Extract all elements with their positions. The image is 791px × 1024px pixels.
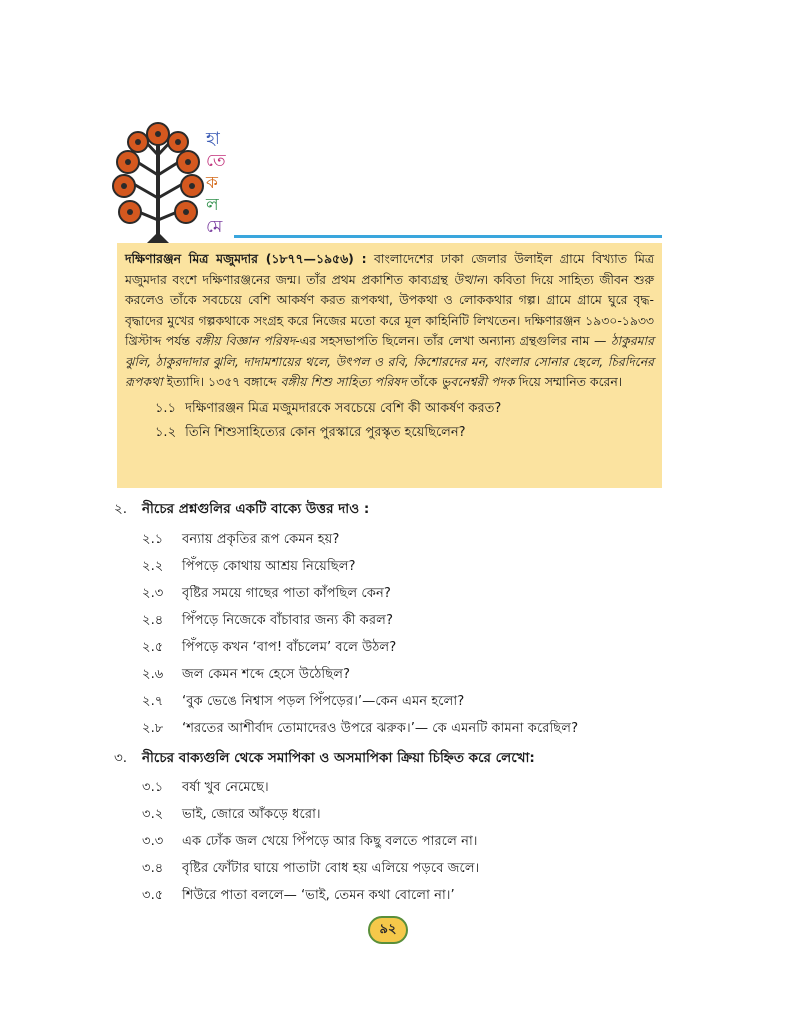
author-info-box	[117, 243, 662, 488]
question-item: ২.২ পিঁপড়ে কোথায় আশ্রয় নিয়েছিল?	[142, 559, 356, 574]
award-name: ভুবনেশ্বরী পদক	[441, 374, 515, 389]
title-char: তে	[206, 151, 226, 171]
book-title: উত্থান	[453, 271, 484, 287]
question-item: ২.৪ পিঁপড়ে নিজেকে বাঁচাবার জন্য কী করল?	[142, 613, 393, 628]
question-item: ১.২ তিনি শিশুসাহিত্যের কোন পুরস্কারে পুরস্কৃত হয়েছিলেন?	[155, 424, 466, 440]
author-name: দক্ষিণারঞ্জন মিত্র মজুমদার (১৮৭৭—১৯৫৬) :	[125, 251, 367, 266]
org-name: বঙ্গীয় বিজ্ঞান পরিষদ	[194, 333, 296, 348]
question-item: ১.১ দক্ষিণারঞ্জন মিত্র মজুমদারকে সবচেয়ে বেশি কী আকর্ষণ করত?	[155, 400, 502, 416]
book-list: ঠাকুরমার ঝুলি, ঠাকুরদাদার ঝুলি, দাদামশায়ের থলে, উৎপল ও রবি, কিশোরদের মন, বাংলার সোনার ছেলে, চিরদিনের রূপকথা	[125, 333, 654, 389]
section-heading: নীচের বাক্যগুলি থেকে সমাপিকা ও অসমাপিকা ক্রিয়া চিহ্নিত করে লেখো:	[142, 750, 535, 766]
info-questions	[125, 397, 654, 445]
author-bio: দক্ষিণারঞ্জন মিত্র মজুমদার (১৮৭৭—১৯৫৬) : বাংলাদেশের ঢাকা জেলার উলাইল গ্রামে বিখ্যাত মিত্র মজুমদার বংশে দক্ষিণারঞ্জনের জন্ম। তাঁর প্রথম প্রকাশিত কাব্যগ্রন্থ উত্থান। কবিতা দিয়ে সাহিত্য জীবন শুরু করলেও তাঁকে সবচেয়ে বেশি আকর্ষণ করত রূপকথা, উপকথা ও লোককথার গল্প। গ্রামে গ্রামে ঘুরে বৃদ্ধ-বৃদ্ধাদের মুখের গল্পকথাকে সংগ্রহ করে নিজের মতো করে মূল কাহিনিটি লিখতেন। দক্ষিণারঞ্জন ১৯৩০-১৯৩৩ খ্রিস্টাব্দ পর্যন্ত বঙ্গীয় বিজ্ঞান পরিষদ-এর সহসভাপতি ছিলেন। তাঁর লেখা অন্যান্য গ্রন্থগুলির নাম — ঠাকুরমার ঝুলি, ঠাকুরদাদার ঝুলি, দাদামশায়ের থলে, উৎপল ও রবি, কিশোরদের মন, বাংলার সোনার ছেলে, চিরদিনের রূপকথা ইত্যাদি। ১৩৫৭ বঙ্গাব্দে বঙ্গীয় শিশু সাহিত্য পরিষদ তাঁকে ভুবনেশ্বরী পদক দিয়ে সম্মানিত করেন।	[125, 251, 654, 389]
question-item: ৩.২ ভাই, জোরে আঁকড়ে ধরো।	[142, 807, 321, 822]
question-item: ৩.৫ শিউরে পাতা বললে— ‘ভাই, তেমন কথা বোলো না।’	[142, 888, 455, 903]
title-char: ক	[206, 173, 218, 193]
question-item: ২.১ বন্যায় প্রকৃতির রূপ কেমন হয়?	[142, 532, 340, 547]
question-item: ৩.৩ এক ঢোঁক জল খেয়ে পিঁপড়ে আর কিছু বলতে পারলে না।	[142, 834, 478, 849]
section-title-vertical	[206, 128, 236, 238]
title-char: ল	[206, 195, 219, 215]
question-item: ২.৭ ‘বুক ভেঙে নিশ্বাস পড়ল পিঁপড়ের।’—কেন এমন হলো?	[142, 694, 465, 709]
question-item: ২.৮ ‘শরতের আশীর্বাদ তোমাদেরও উপরে ঝরুক।’— কে এমনটি কামনা করেছিল?	[142, 721, 579, 736]
section-number: ২.	[114, 501, 128, 517]
question-item: ২.৩ বৃষ্টির সময়ে গাছের পাতা কাঁপছিল কেন?	[142, 586, 391, 601]
title-char: হা	[206, 129, 220, 149]
org-name: বঙ্গীয় শিশু সাহিত্য পরিষদ	[280, 374, 407, 389]
header-rule	[234, 235, 662, 238]
title-char: মে	[206, 217, 223, 237]
section-number: ৩.	[114, 750, 128, 766]
page-number: ৯২	[368, 916, 408, 944]
question-item: ২.৬ জল কেমন শব্দে হেসে উঠেছিল?	[142, 667, 351, 682]
question-item: ৩.১ বর্ষা খুব নেমেছে।	[142, 780, 269, 795]
tree-illustration-icon	[112, 120, 204, 250]
question-item: ৩.৪ বৃষ্টির ফোঁটার ঘায়ে পাতাটা বোধ হয় এলিয়ে পড়বে জলে।	[142, 861, 480, 876]
section-heading: নীচের প্রশ্নগুলির একটি বাক্যে উত্তর দাও :	[142, 501, 370, 517]
question-item: ২.৫ পিঁপড়ে কখন ‘বাপ! বাঁচলেম’ বলে উঠল?	[142, 640, 397, 655]
